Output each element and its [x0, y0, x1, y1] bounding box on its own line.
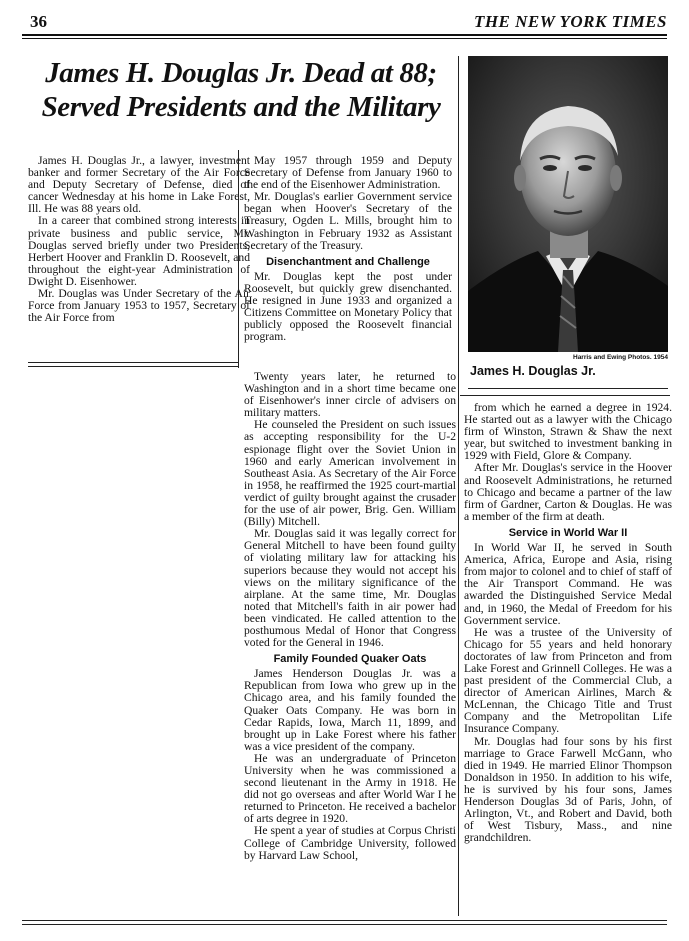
paragraph: Mr. Douglas's earlier Government service began when Hoover's Secretary of the Treasury, Ogden L. Mills, brought him to Washington in February 1932 as Assistant Secretary of the Treasury.	[244, 190, 452, 252]
subhead-world-war-ii: Service in World War II	[508, 526, 628, 539]
section-rule	[28, 362, 238, 363]
headline-line-1: James H. Douglas Jr. Dead at 88;	[45, 57, 437, 89]
caption-rule	[460, 395, 670, 396]
paragraph: Mr. Douglas said it was legally correct for General Mitchell to have been found guilty of violating military law for attacking his superiors because they would not accept his views on the military significance of the airplane. At the same time, Mr. Douglas noted that Mitchell's faith in air power had been vindicated. He called attention to the posthumous Medal of Honor that Congress voted for the General in 1946.	[244, 527, 456, 650]
caption-rule	[468, 388, 668, 389]
bottom-rule-thin	[22, 924, 667, 925]
paragraph: May 1957 through 1959 and Deputy Secretary of Defense from January 1960 to the end of the Eisenhower Administration.	[244, 154, 452, 192]
subhead-quaker-oats: Family Founded Quaker Oats	[273, 653, 427, 666]
top-rule	[22, 34, 667, 36]
paragraph: James Henderson Douglas Jr. was a Republican from Iowa who grew up in the Chicago area, and his family founded the Quaker Oats Company. He was born in Cedar Rapids, Iowa, March 11, 1899, and brought up in Lake Forest where his father was a vice president of the company.	[244, 667, 456, 753]
paragraph: James H. Douglas Jr., a lawyer, investment banker and former Secretary of the Air Force and Deputy Secretary of Defense, died of cancer Wednesday at his home in Lake Forest, Ill. He was 88 years old.	[28, 154, 250, 216]
article-column-2-lower	[244, 371, 456, 862]
paragraph: He counseled the President on such issues as accepting responsibility for the U-2 espionage flight over the Soviet Union in 1960 and early American involvement in Southeast Asia. As Secretary of the Air Force in 1958, he reaffirmed the 1925 court-martial verdict of guilty brought against the crusader for the use of air power, Brig. Gen. William (Billy) Mitchell.	[244, 418, 456, 529]
paragraph: He spent a year of studies at Corpus Christi College of Cambridge University, followed by Harvard Law School,	[244, 824, 456, 862]
bottom-rule	[22, 920, 667, 921]
paragraph: After Mr. Douglas's service in the Hoover and Roosevelt Administrations, he returned to Chicago and became a partner of the law firm of Gardner, Carton & Douglas. He was a member of the firm at death.	[464, 461, 672, 523]
paragraph: Mr. Douglas had four sons by his first marriage to Grace Farwell McGann, who died in 1949. He married Elinor Thompson Donaldson in 1950. In addition to his wife, he is survived by his four sons, James Henderson Douglas 3d of Paris, John, of Arlington, Vt., and Robert and David, both of West Tisbury, Mass., and nine grandchildren.	[464, 734, 672, 845]
paragraph: Twenty years later, he returned to Washington and in a short time became one of Eisenhower's inner circle of advisers on military matters.	[244, 370, 456, 420]
section-rule	[28, 366, 238, 367]
paragraph: In a career that combined strong interests in private business and public service, Mr. Douglas served briefly under two Presidents, Herbert Hoover and Franklin D. Roosevelt, and throughout the eight-year Administration of Dwight D. Eisenhower.	[28, 214, 250, 288]
page-number: 36	[30, 12, 47, 31]
portrait-image	[468, 56, 668, 352]
photo-caption: James H. Douglas Jr.	[470, 364, 596, 378]
paragraph: from which he earned a degree in 1924. He started out as a lawyer with the Chicago firm of Winston, Strawn & Shaw the next year, but switched to investment banking in 1929 with Field, Glore & Company.	[464, 401, 672, 463]
paragraph: He was a trustee of the University of Chicago for 55 years and held honorary doctorates of law from Princeton and from Lake Forest and Grinnell Colleges. He was a past president of the Commercial Club, a director of American Airlines, March & McLennan, the Chicago Title and Trust Company and the Metropolitan Life Insurance Company.	[464, 625, 672, 736]
headline	[22, 56, 460, 124]
portrait-photo	[468, 56, 668, 352]
column-divider	[238, 150, 239, 368]
paragraph: Mr. Douglas was Under Secretary of the Air Force from January 1953 to 1957, Secretary of the Air Force from	[28, 287, 250, 325]
paragraph: In World War II, he served in South America, Africa, Europe and Asia, rising from major to colonel and to chief of staff of the Air Transport Command. He was awarded the Distinguished Service Medal and, in 1960, the Medal of Freedom for his Government service.	[464, 541, 672, 627]
newspaper-masthead: THE NEW YORK TIMES	[473, 12, 667, 31]
subhead-disenchantment: Disenchantment and Challenge	[266, 255, 430, 268]
article-column-1	[28, 155, 250, 324]
paragraph: Mr. Douglas kept the post under Roosevelt, but quickly grew disenchanted. He resigned in June 1933 and organized a Citizens Committee on Monetary Policy that publicly opposed the Roosevelt financial program.	[244, 269, 452, 344]
top-rule-thin	[22, 38, 667, 39]
photo-credit: Harris and Ewing Photos. 1954	[573, 354, 668, 361]
paragraph: He was an undergraduate of Princeton University when he was commissioned a second lieutenant in the Army in 1918. He did not go overseas and after World War I he returned to Princeton. He received a bachelor of arts degree in 1920.	[244, 751, 456, 826]
column-divider	[458, 56, 459, 916]
article-column-2-top	[244, 155, 452, 343]
headline-line-2: Served Presidents and the Military	[41, 91, 441, 123]
article-column-3	[464, 402, 672, 844]
